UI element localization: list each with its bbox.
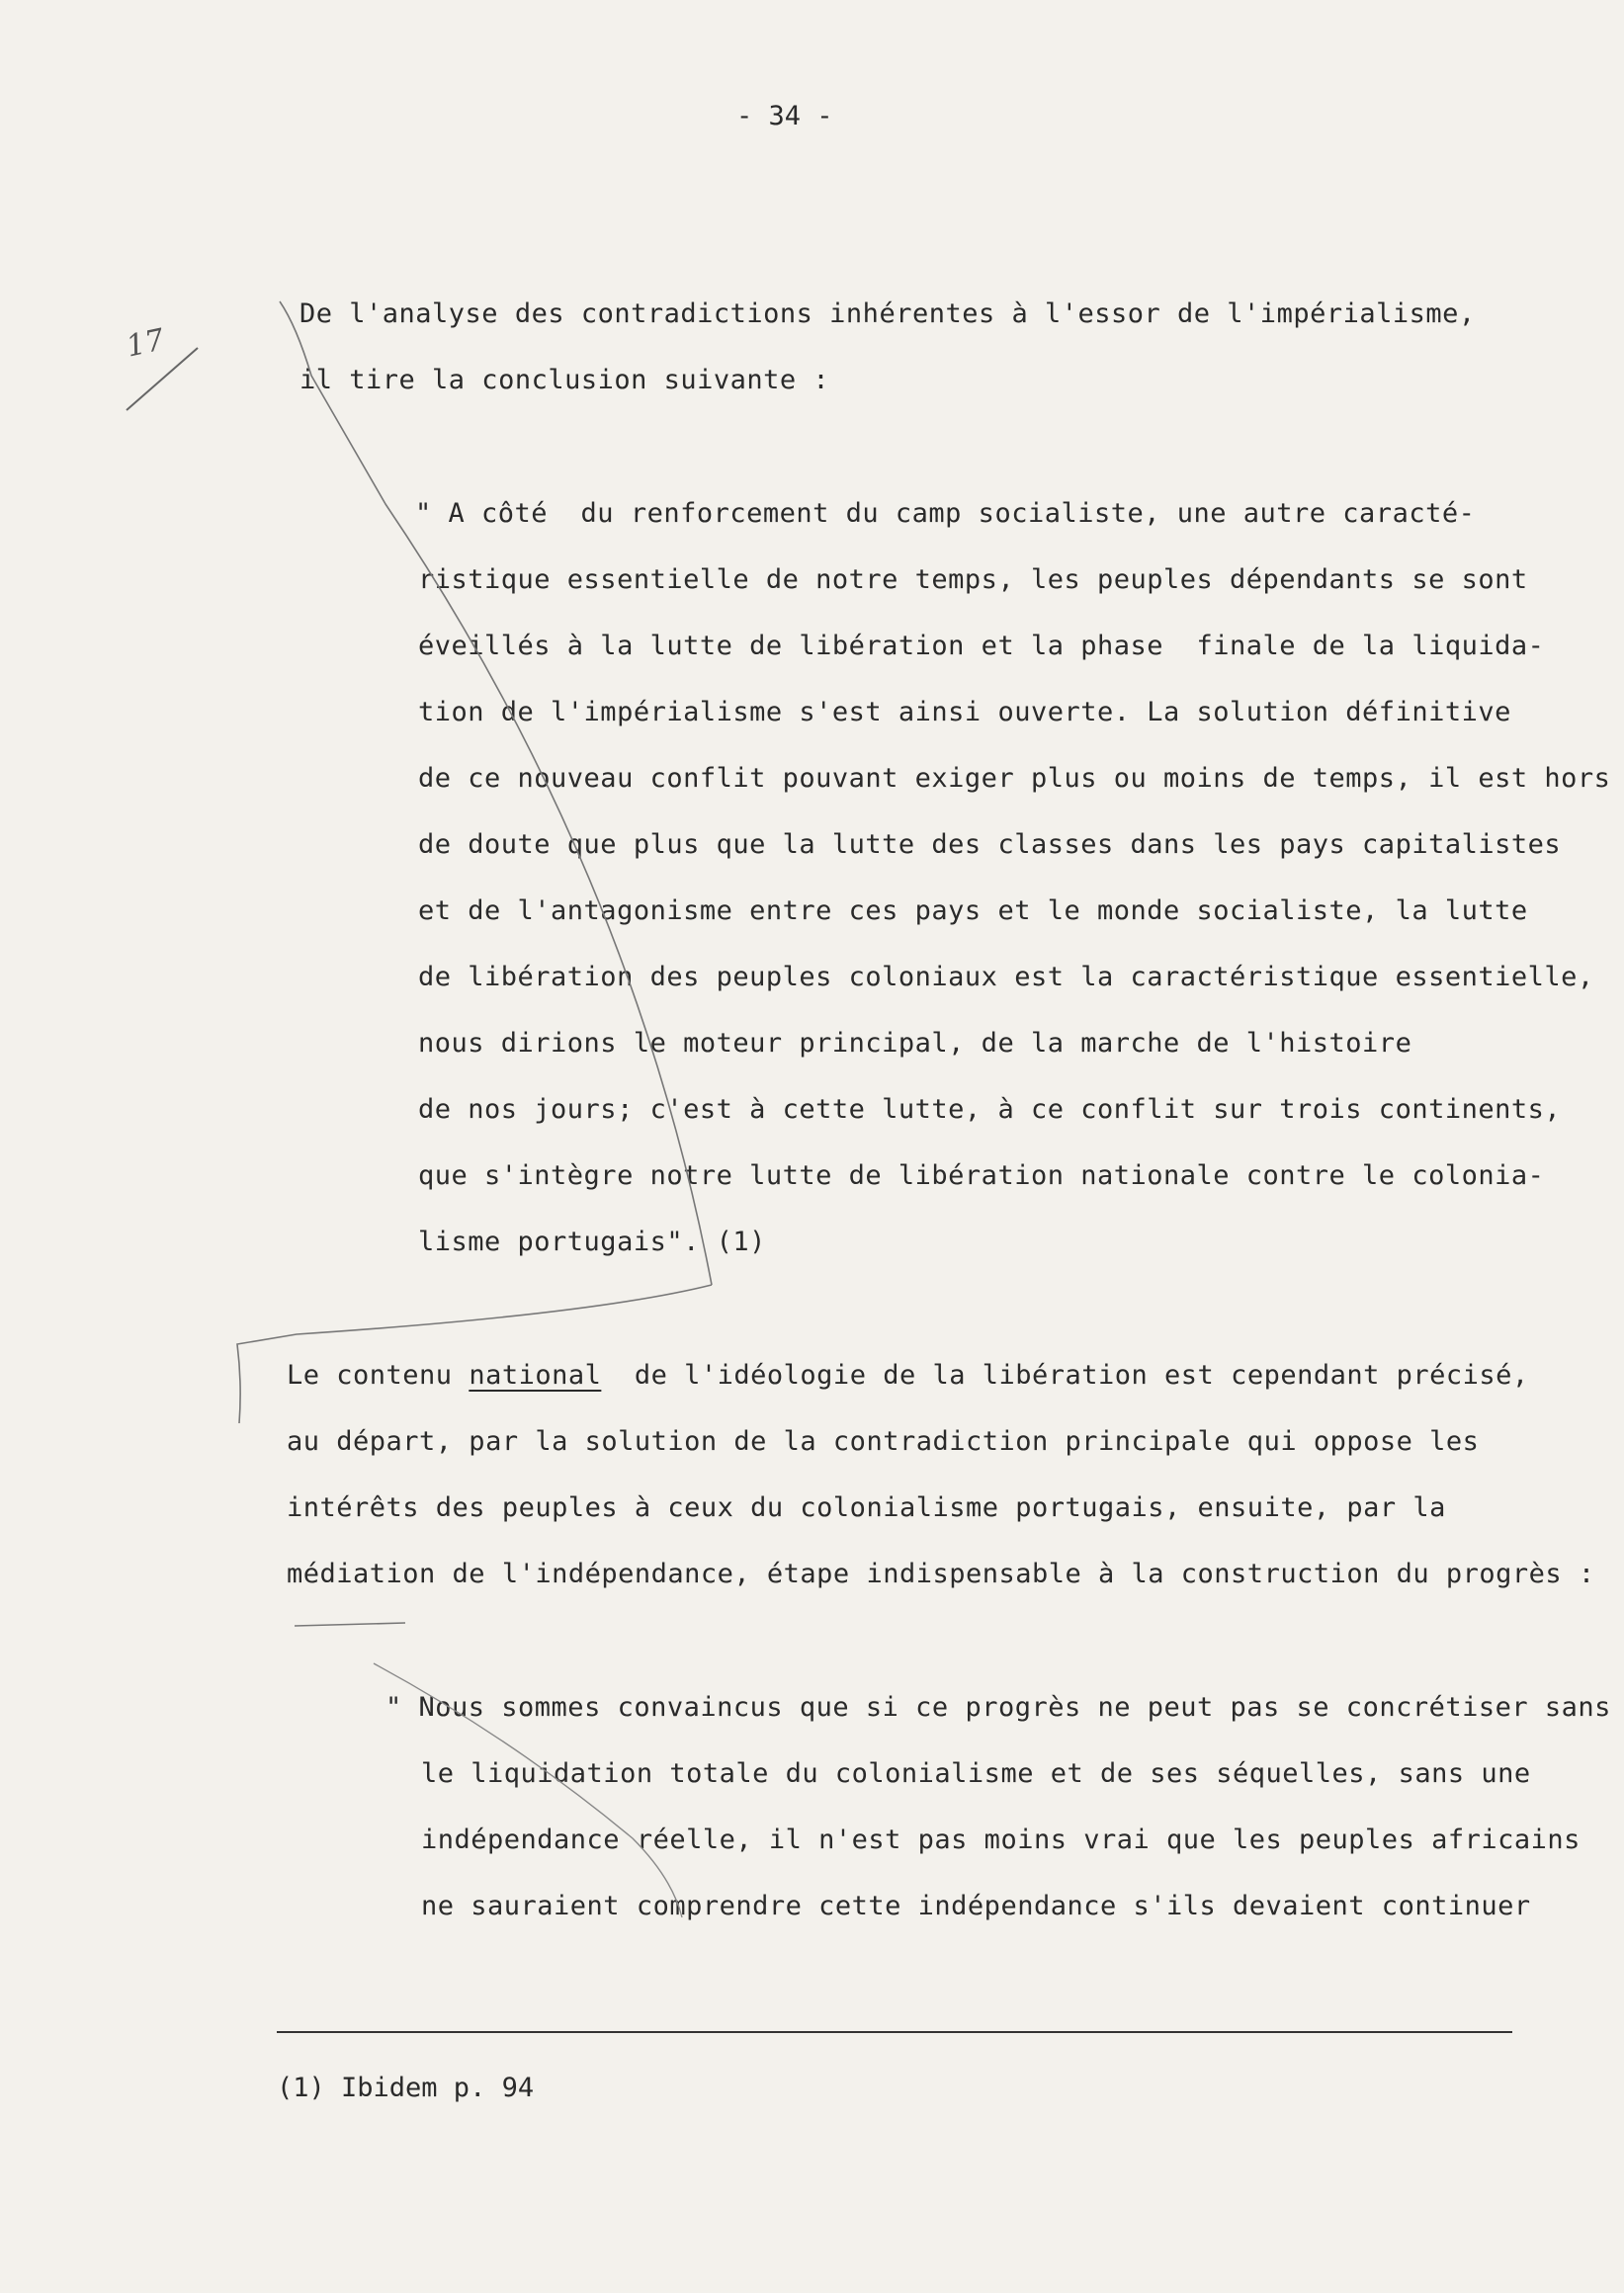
para2-prefix: Le contenu xyxy=(287,1360,470,1391)
short-pencil-line xyxy=(295,1623,405,1626)
quote2-line: ne sauraient comprendre cette indépendance s'ils devaient continuer xyxy=(421,1891,1531,1921)
quote1-line: éveillés à la lutte de libération et la phase finale de la liquida- xyxy=(418,631,1545,661)
margin-slash-mark xyxy=(127,348,198,410)
quote2-line: le liquidation totale du colonialisme et de ses séquelles, sans une xyxy=(421,1758,1531,1789)
quote1-line: tion de l'impérialisme s'est ainsi ouverte. La solution définitive xyxy=(418,697,1511,727)
para2-line: médiation de l'indépendance, étape indispensable à la construction du progrès : xyxy=(287,1559,1595,1589)
bracket-pencil-line xyxy=(237,1285,712,1423)
para2-suffix: de l'idéologie de la libération est cependant précisé, xyxy=(601,1360,1529,1391)
quote2-line: indépendance réelle, il n'est pas moins vrai que les peuples africains xyxy=(421,1825,1581,1855)
lower-diagonal-line xyxy=(374,1663,682,1917)
para2-line: intérêts des peuples à ceux du colonialisme portugais, ensuite, par la xyxy=(287,1492,1446,1523)
quote1-line: de libération des peuples coloniaux est la caractéristique essentielle, xyxy=(418,962,1594,992)
quote1-line: de ce nouveau conflit pouvant exiger plus ou moins de temps, il est hors xyxy=(418,763,1611,794)
footnote: (1) Ibidem p. 94 xyxy=(277,2073,535,2103)
intro-line-2: il tire la conclusion suivante : xyxy=(299,365,830,395)
quote1-line: nous dirions le moteur principal, de la marche de l'histoire xyxy=(418,1028,1412,1059)
quote1-line: " A côté du renforcement du camp socialiste, une autre caracté- xyxy=(415,498,1476,529)
quote1-line: lisme portugais". (1) xyxy=(418,1227,766,1257)
quote2-line: " Nous sommes convaincus que si ce progrès ne peut pas se concrétiser sans xyxy=(385,1692,1611,1723)
quote1-line: que s'intègre notre lutte de libération nationale contre le colonia- xyxy=(418,1160,1545,1191)
quote1-line: de nos jours; c'est à cette lutte, à ce conflit sur trois continents, xyxy=(418,1094,1562,1125)
quote1-line: de doute que plus que la lutte des classes dans les pays capitalistes xyxy=(418,829,1562,860)
diagonal-pencil-line xyxy=(280,301,712,1285)
quote1-line: ristique essentielle de notre temps, les peuples dépendants se sont xyxy=(418,564,1528,595)
quote1-line: et de l'antagonisme entre ces pays et le monde socialiste, la lutte xyxy=(418,895,1528,926)
underlined-word-national: national xyxy=(469,1360,602,1391)
intro-line-1: De l'analyse des contradictions inhérentes à l'essor de l'impérialisme, xyxy=(299,298,1476,329)
para2-line: au départ, par la solution de la contradiction principale qui oppose les xyxy=(287,1426,1480,1457)
page-number: - 34 - xyxy=(736,101,833,131)
margin-annotation: 17 xyxy=(123,322,168,365)
